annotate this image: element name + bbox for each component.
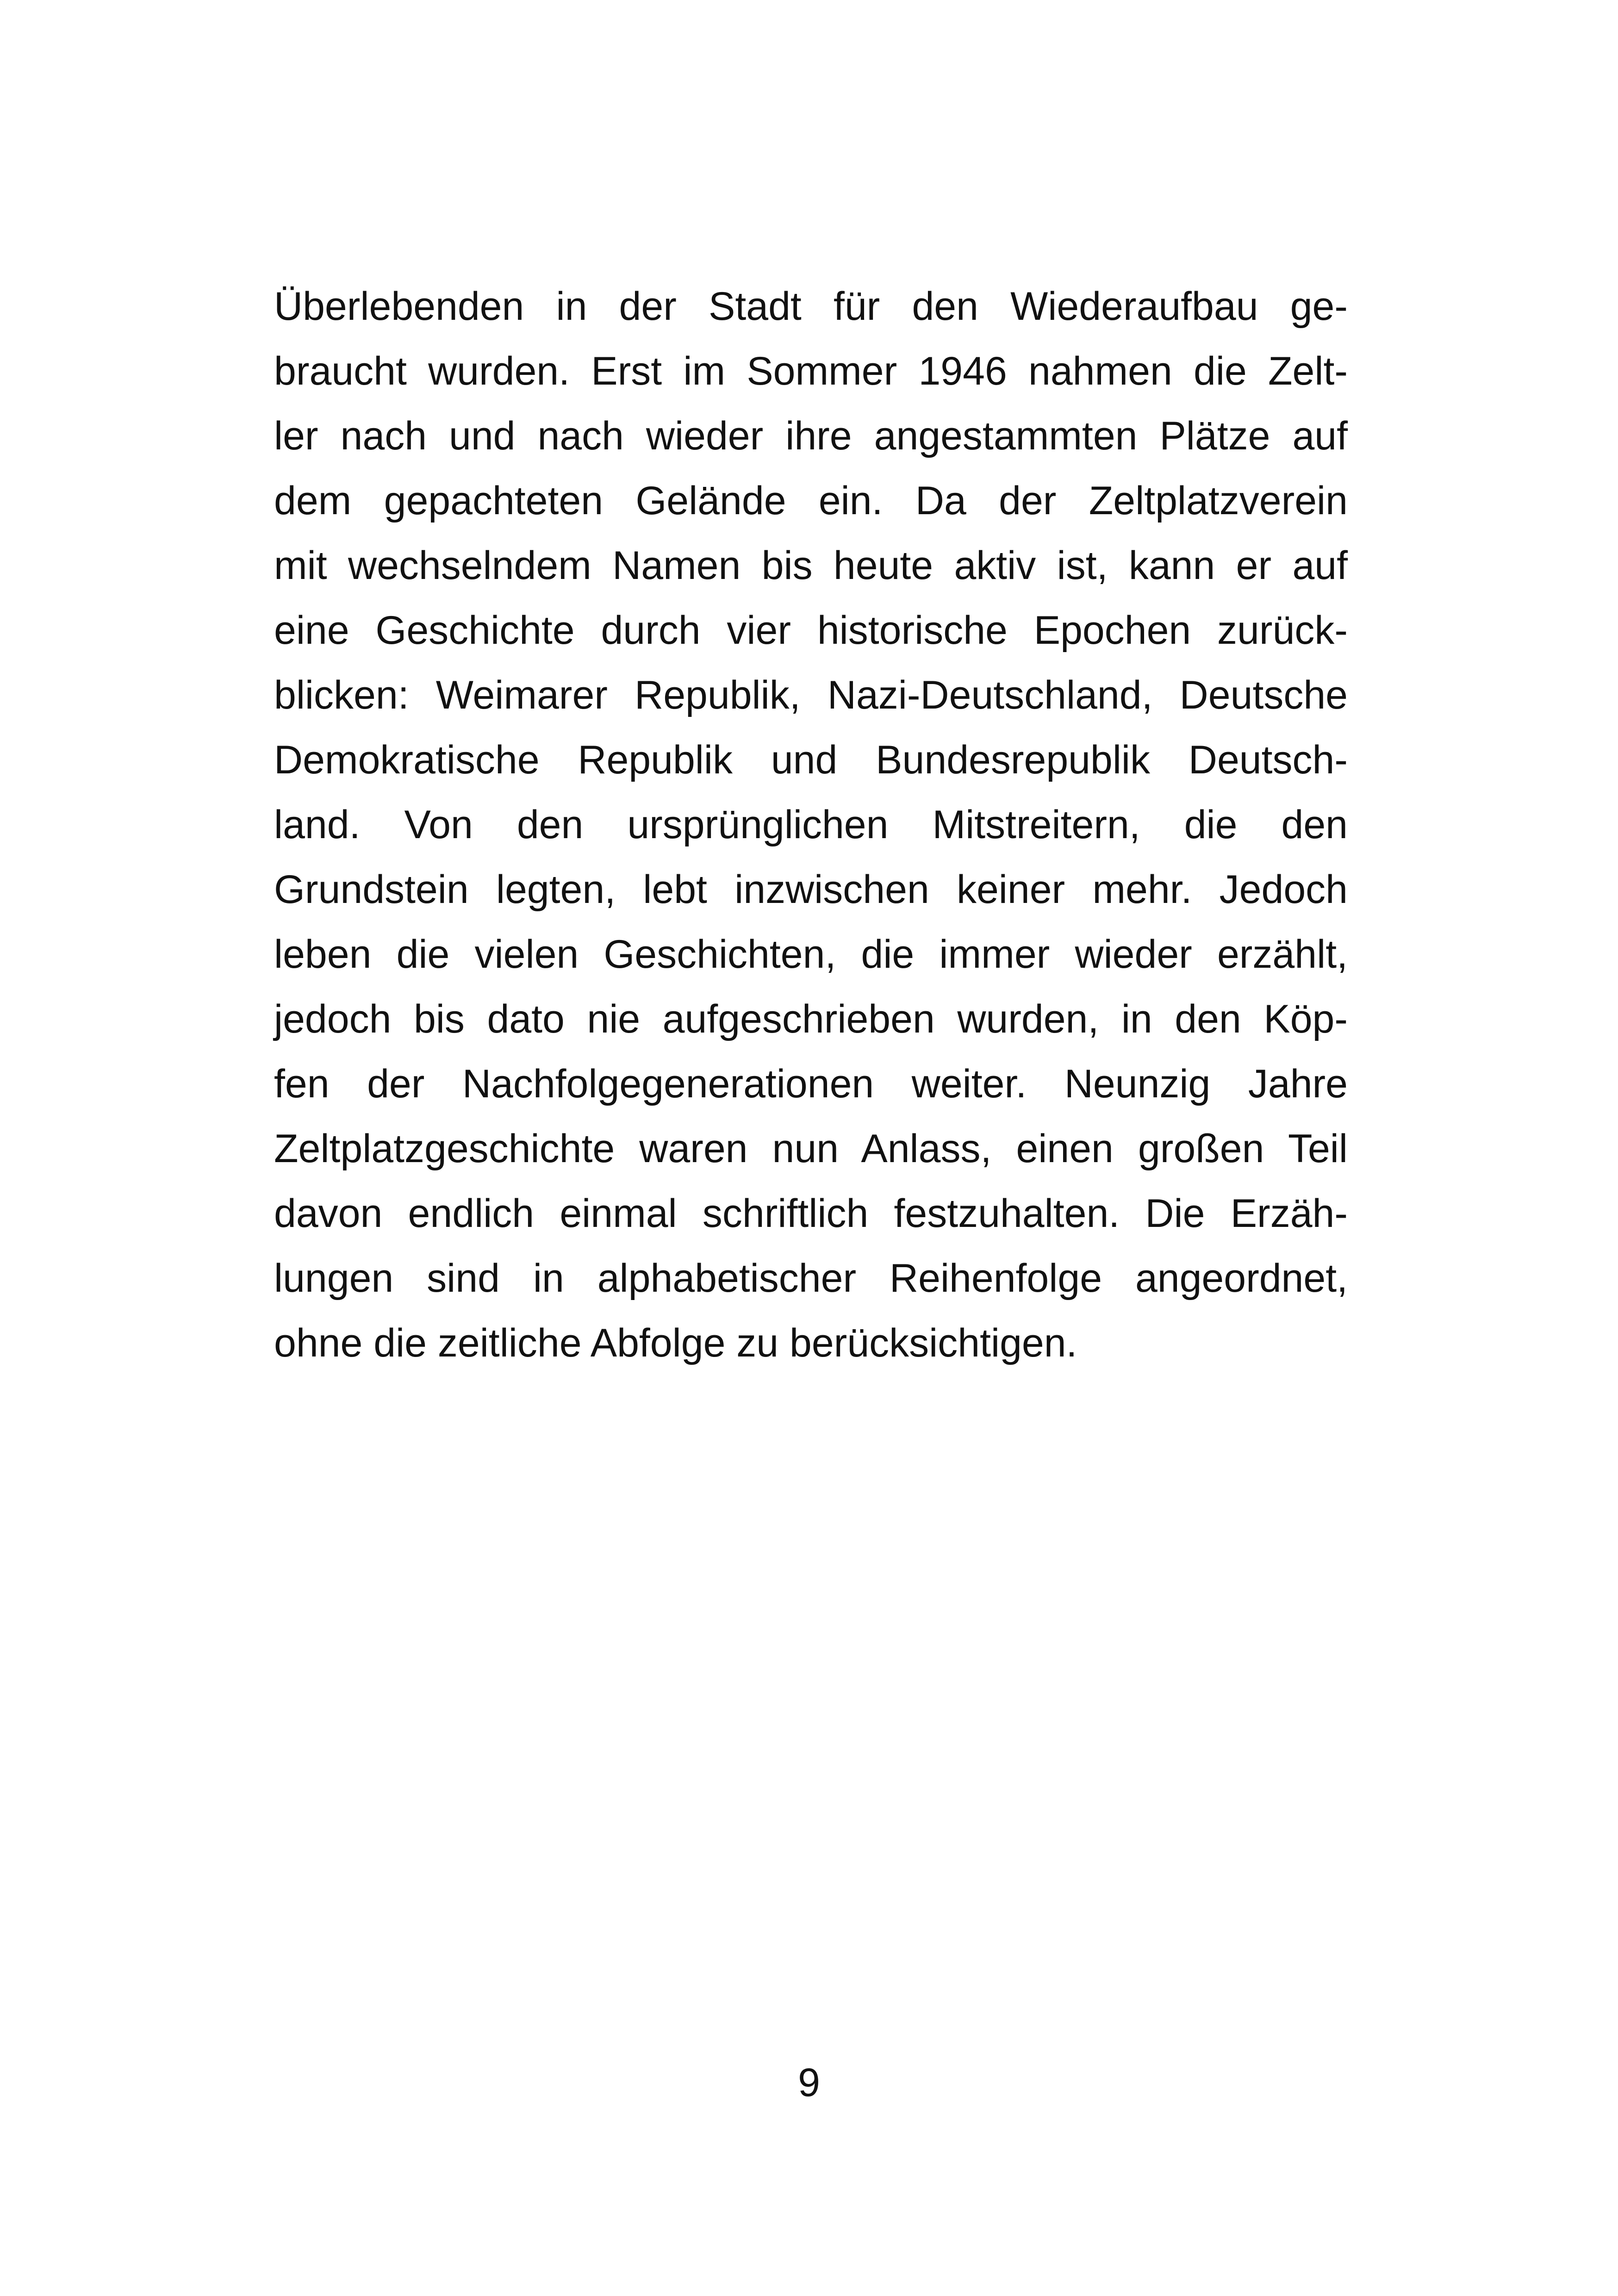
text-line: ohne die zeitliche Abfolge zu berücksichtigen. <box>274 1321 1077 1365</box>
text-line: lungen sind in alphabetischer Reihenfolge angeordnet, <box>274 1256 1348 1300</box>
text-line: fen der Nachfolgegenerationen weiter. Neunzig Jahre <box>274 1062 1348 1106</box>
text-line: jedoch bis dato nie aufgeschrieben wurden, in den Köp- <box>274 997 1348 1041</box>
text-line: mit wechselndem Namen bis heute aktiv ist, kann er auf <box>274 543 1348 588</box>
text-line: Überlebenden in der Stadt für den Wiederaufbau ge- <box>274 284 1348 329</box>
text-line: Demokratische Republik und Bundesrepublik Deutsch- <box>274 738 1348 782</box>
text-line: Grundstein legten, lebt inzwischen keiner mehr. Jedoch <box>274 867 1348 912</box>
text-line: eine Geschichte durch vier historische Epochen zurück- <box>274 608 1348 653</box>
text-line: land. Von den ursprünglichen Mitstreitern, die den <box>274 803 1348 847</box>
text-line: leben die vielen Geschichten, die immer wieder erzählt, <box>274 932 1348 977</box>
body-paragraph <box>274 274 1348 1375</box>
text-line: dem gepachteten Gelände ein. Da der Zeltplatzverein <box>274 479 1348 523</box>
text-line: Zeltplatzgeschichte waren nun Anlass, einen großen Teil <box>274 1126 1348 1171</box>
text-line: blicken: Weimarer Republik, Nazi-Deutschland, Deutsche <box>274 673 1348 717</box>
text-line: ler nach und nach wieder ihre angestammten Plätze auf <box>274 414 1348 458</box>
text-line: davon endlich einmal schriftlich festzuhalten. Die Erzäh- <box>274 1191 1348 1236</box>
page-number: 9 <box>798 2060 820 2105</box>
text-line: braucht wurden. Erst im Sommer 1946 nahmen die Zelt- <box>274 349 1348 393</box>
